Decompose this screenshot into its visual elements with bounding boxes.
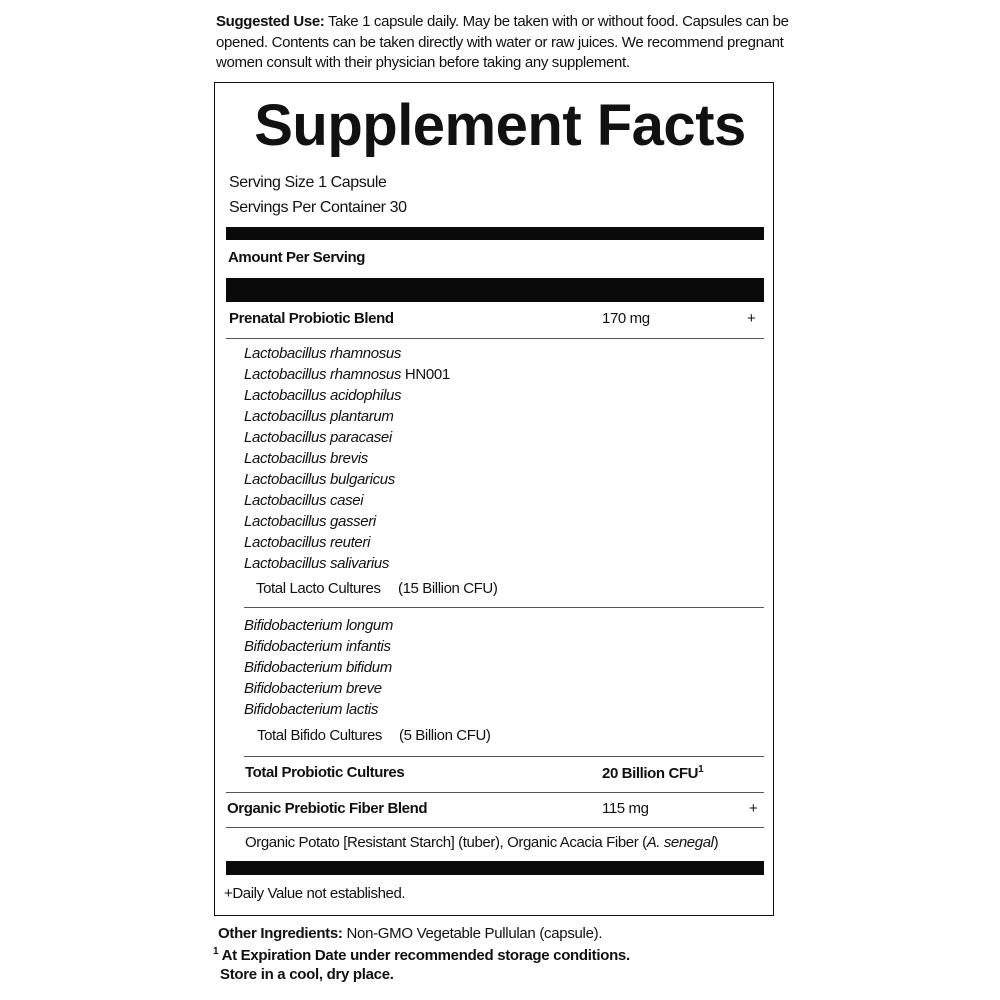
footnote-mark: 1: [698, 764, 704, 775]
prenatal-blend-label: Prenatal Probiotic Blend: [229, 310, 394, 327]
strain-item: Lactobacillus paracasei: [244, 429, 392, 446]
strain-item: Bifidobacterium breve: [244, 680, 382, 697]
total-lacto-label: Total Lacto Cultures: [256, 580, 381, 597]
daily-value-note: +Daily Value not established.: [224, 885, 406, 902]
footnote-line-1: $^1$ At Expiration Date under recommended storage conditions.: [213, 946, 630, 964]
total-lacto-amount: (15 Billion CFU): [398, 580, 498, 597]
strain-item: Lactobacillus acidophilus: [244, 387, 402, 404]
fiber-blend-amount: 115 mg: [602, 800, 649, 817]
strain-item: Lactobacillus bulgaricus: [244, 471, 395, 488]
footnote-mark: 1: [213, 946, 219, 957]
prenatal-blend-amount: 170 mg: [602, 310, 650, 327]
bifido-strain-list: [244, 615, 393, 720]
strain-item: Bifidobacterium infantis: [244, 638, 391, 655]
prenatal-blend-dv-mark: +: [747, 310, 756, 327]
strain-item: Lactobacillus casei: [244, 492, 364, 509]
footnote-line-2: Store in a cool, dry place.: [220, 966, 394, 983]
total-bifido-amount: (5 Billion CFU): [399, 727, 491, 744]
thick-divider-header: [226, 278, 764, 302]
strain-item: Lactobacillus plantarum: [244, 408, 394, 425]
lacto-strain-list: [244, 343, 450, 574]
suggested-use-text: [216, 12, 816, 74]
strain-item: Bifidobacterium lactis: [244, 701, 379, 718]
strain-code: HN001: [404, 366, 450, 383]
strain-item: Lactobacillus reuteri: [244, 534, 371, 551]
serving-size: Serving Size 1 Capsule: [229, 174, 387, 191]
strain-item: Bifidobacterium longum: [244, 617, 394, 634]
strain-item: Lactobacillus brevis: [244, 450, 368, 467]
thick-divider-top: [226, 227, 764, 240]
total-probiotic-amount: 20 Billion CFU$^1$: [602, 764, 704, 782]
row-divider: [226, 338, 764, 339]
strain-item: Lactobacillus gasseri: [244, 513, 376, 530]
strain-item: Bifidobacterium bifidum: [244, 659, 392, 676]
suggested-use-label: Suggested Use:: [216, 13, 325, 30]
suggested-use-body: Take 1 capsule daily. May be taken with or without food. Capsules can be opened. Contents can be taken directly with water or raw juices. We recommend pregnant women consult with their physician before taking any supplement.: [216, 13, 789, 71]
other-ingredients: Other Ingredients: Non-GMO Vegetable Pullulan (capsule).: [218, 925, 603, 942]
fiber-blend-label: Organic Prebiotic Fiber Blend: [227, 800, 428, 817]
strain-item: Lactobacillus salivarius: [244, 555, 390, 572]
other-ingredients-label: Other Ingredients:: [218, 925, 343, 942]
thick-divider-bottom: [226, 861, 764, 875]
row-divider: [226, 827, 764, 828]
servings-per-container: Servings Per Container 30: [229, 199, 407, 216]
strain-item: Lactobacillus rhamnosus HN001: [244, 366, 450, 383]
amount-per-serving: Amount Per Serving: [228, 249, 365, 266]
facts-title: Supplement Facts: [254, 93, 746, 158]
fiber-blend-dv-mark: +: [749, 800, 758, 817]
total-probiotic-label: Total Probiotic Cultures: [245, 764, 405, 781]
acacia-species: A. senegal: [646, 834, 714, 851]
fiber-ingredients: Organic Potato [Resistant Starch] (tuber), Organic Acacia Fiber (A. senegal): [245, 834, 719, 851]
row-divider: [244, 756, 764, 757]
row-divider: [226, 792, 764, 793]
row-divider: [244, 607, 764, 608]
strain-item: Lactobacillus rhamnosus: [244, 345, 402, 362]
total-bifido-label: Total Bifido Cultures: [257, 727, 382, 744]
